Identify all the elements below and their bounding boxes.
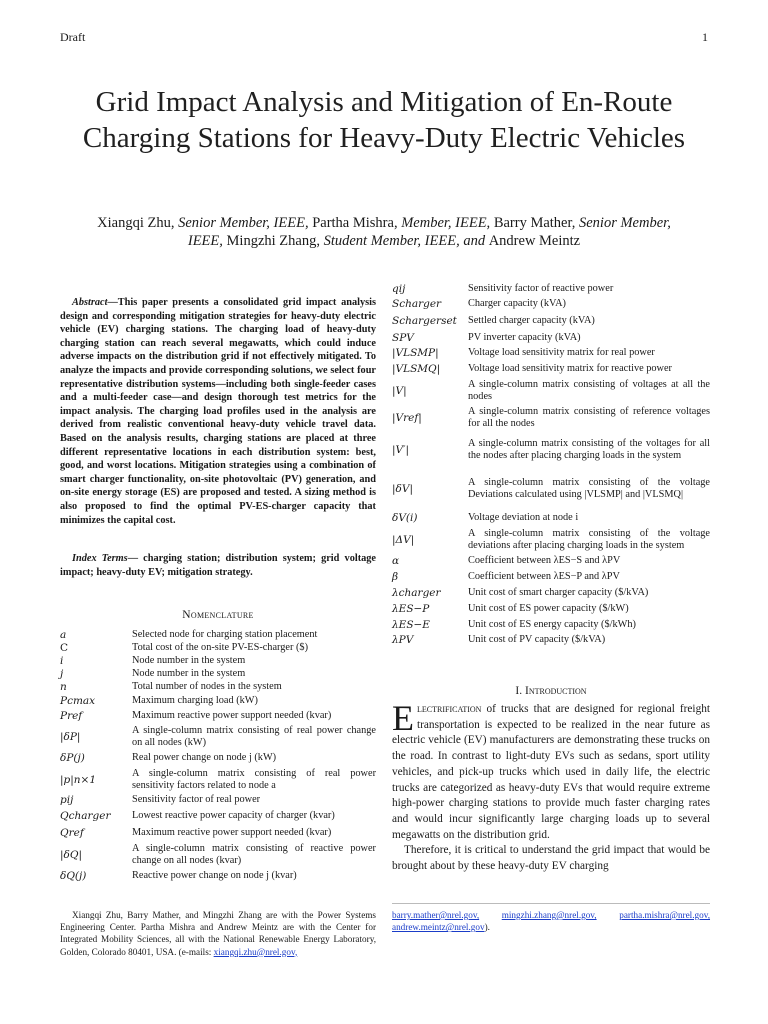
nomenclature-row	[392, 377, 710, 404]
author-affiliation-footnote	[60, 909, 376, 958]
author-name: Partha Mishra,	[312, 215, 402, 231]
index-terms	[60, 552, 376, 579]
email-footnote	[392, 909, 710, 933]
nomenclature-row	[60, 868, 376, 884]
author-name: Andrew Meintz	[488, 233, 581, 249]
nomenclature-row	[392, 509, 710, 527]
nomenclature-symbol: Scharger	[392, 297, 442, 310]
nomenclature-symbol: |VLSMQ|	[392, 363, 441, 375]
abstract-label: Abstract	[72, 297, 108, 308]
nomenclature-symbol: Qcharger	[60, 810, 111, 822]
nomenclature-definition: Lowest reactive power capacity of charger (kvar)	[132, 810, 335, 821]
nomenclature-definition: Sensitivity factor of real power	[132, 794, 261, 805]
nomenclature-symbol: Pref	[60, 709, 83, 722]
intro-paragraph: Therefore, it is critical to understand the grid impact that would be brought about by these heavy-duty EV charging	[392, 844, 710, 873]
email-link[interactable]: andrew.meintz@nrel.gov	[392, 922, 485, 933]
intro-paragraph	[392, 698, 710, 843]
author-name: Xiangqi Zhu,	[97, 215, 179, 231]
email-link[interactable]: mingzhi.zhang@nrel.gov,	[501, 910, 597, 920]
nomenclature-row	[392, 601, 710, 617]
nomenclature-definition: A single-column matrix consisting of voltages at all the nodes	[468, 378, 710, 402]
nomenclature-table-right	[392, 281, 710, 647]
nomenclature-definition: Unit cost of ES power capacity ($/kW)	[468, 603, 629, 614]
nomenclature-definition: A single-column matrix consisting of the voltage deviations after placing charging loads in the system	[468, 528, 710, 551]
nomenclature-row	[60, 793, 376, 807]
nomenclature-symbol: |p|n×1	[60, 773, 97, 786]
nomenclature-definition: A single-column matrix consisting of the voltage Deviations calculated using |VLSMP| and |VLSMQ|	[468, 477, 710, 500]
nomenclature-symbol: λPV	[392, 633, 414, 646]
nomenclature-heading: Nomenclature	[182, 609, 254, 621]
nomenclature-row	[392, 469, 710, 509]
email-link[interactable]: barry.mather@nrel.gov,	[392, 910, 480, 920]
nomenclature-definition: Reactive power change on node j (kvar)	[132, 870, 297, 881]
footnote-divider	[392, 903, 710, 904]
nomenclature-row	[60, 825, 376, 841]
nomenclature-row	[60, 693, 376, 708]
nomenclature-definition: Node number in the system	[132, 654, 246, 666]
nomenclature-symbol: qij	[392, 282, 406, 295]
nomenclature-symbol: |V|	[392, 384, 407, 397]
footnote-end: ).	[484, 922, 490, 933]
nomenclature-row	[392, 585, 710, 601]
nomenclature-row	[392, 632, 710, 647]
nomenclature-symbol: j	[60, 667, 64, 680]
nomenclature-definition: Maximum reactive power support needed (kvar)	[132, 709, 332, 721]
nomenclature-row	[392, 431, 710, 469]
nomenclature-row	[60, 841, 376, 868]
nomenclature-row	[392, 311, 710, 331]
nomenclature-symbol: pij	[60, 794, 74, 806]
nomenclature-row	[60, 766, 376, 793]
nomenclature-symbol: i	[60, 654, 64, 667]
nomenclature-row	[392, 361, 710, 377]
nomenclature-symbol: |δQ|	[60, 848, 83, 861]
abstract	[60, 296, 376, 527]
email-link[interactable]: xiangqi.zhu@nrel.gov,	[213, 946, 298, 957]
drop-cap: E	[392, 698, 414, 738]
nomenclature-definition: A single-column matrix consisting of reference voltages for all the nodes	[468, 405, 710, 429]
nomenclature-symbol: C	[60, 641, 69, 654]
nomenclature-row	[60, 667, 376, 680]
nomenclature-definition: Voltage deviation at node i	[468, 512, 579, 523]
nomenclature-definition: A single-column matrix consisting of the voltages for all the nodes after placing charging loads in the system	[468, 438, 710, 461]
paper-title: Grid Impact Analysis and Mitigation of En-Route Charging Stations for Heavy-Duty Electric Vehicles	[82, 86, 686, 154]
nomenclature-definition: Selected node for charging station placement	[132, 629, 318, 640]
footnote-text: Xiangqi Zhu, Barry Mather, and Mingzhi Zhang are with the Power Systems Engineering Center. Partha Mishra and Andrew Meintz are with the Center for Integrated Mobility Sciences, all with the National Renewable Energy Laboratory, Golden, Colorado 80401, USA. (e-mails:	[60, 910, 376, 957]
nomenclature-table-left	[60, 629, 376, 884]
nomenclature-definition: Unit cost of PV capacity ($/kVA)	[468, 633, 606, 645]
author-role: Member, IEEE,	[401, 215, 494, 231]
nomenclature-definition: Sensitivity factor of reactive power	[468, 282, 614, 294]
section-heading-introduction: I. Introduction	[515, 685, 587, 697]
nomenclature-symbol: |V′|	[392, 444, 410, 456]
page-number: 1	[702, 30, 708, 44]
nomenclature-definition: A single-column matrix consisting of real power change on all nodes (kW)	[132, 724, 376, 748]
nomenclature-definition: Voltage load sensitivity matrix for reactive power	[468, 363, 672, 374]
index-terms-text: — charging station; distribution system; grid voltage impact; heavy-duty EV; mitigation strategy.	[60, 553, 376, 578]
running-header-draft: Draft	[60, 30, 86, 44]
nomenclature-definition: A single-column matrix consisting of real power sensitivity factors related to node a	[132, 767, 376, 791]
nomenclature-definition: Maximum reactive power support needed (kvar)	[132, 827, 332, 838]
nomenclature-row	[60, 641, 376, 654]
nomenclature-definition: Unit cost of ES energy capacity ($/kWh)	[468, 618, 636, 630]
nomenclature-row	[392, 296, 710, 311]
author-name: Mingzhi Zhang,	[226, 233, 324, 249]
nomenclature-row	[392, 569, 710, 585]
nomenclature-row	[392, 553, 710, 569]
nomenclature-symbol: |δV|	[392, 483, 413, 495]
nomenclature-row	[60, 680, 376, 693]
nomenclature-row	[60, 750, 376, 766]
author-role: Student Member, IEEE, and	[323, 233, 489, 249]
nomenclature-symbol: δV(i)	[392, 512, 418, 524]
nomenclature-definition: Real power change on node j (kW)	[132, 752, 277, 763]
nomenclature-symbol: β	[392, 571, 399, 583]
nomenclature-definition: Node number in the system	[132, 667, 246, 679]
nomenclature-symbol: |Vref|	[392, 411, 422, 424]
nomenclature-symbol: Pcmax	[60, 694, 96, 707]
nomenclature-symbol: δQ(j)	[60, 870, 87, 882]
introduction-body	[392, 698, 710, 875]
nomenclature-symbol: λES−E	[392, 618, 430, 631]
author-role: Senior Member, IEEE,	[187, 215, 671, 249]
nomenclature-row	[392, 404, 710, 431]
email-link[interactable]: partha.mishra@nrel.gov,	[619, 910, 711, 920]
nomenclature-symbol: α	[392, 555, 400, 567]
nomenclature-symbol: λES−P	[392, 603, 430, 615]
abstract-dash: —	[107, 297, 118, 308]
nomenclature-definition: Charger capacity (kVA)	[468, 297, 566, 309]
nomenclature-row	[392, 527, 710, 553]
nomenclature-definition: Unit cost of smart charger capacity ($/kVA)	[468, 587, 649, 598]
nomenclature-definition: Settled charger capacity (kVA)	[468, 315, 595, 326]
nomenclature-symbol: Qref	[60, 827, 84, 839]
intro-first-word: lectrification	[417, 703, 482, 715]
nomenclature-definition: Total number of nodes in the system	[132, 680, 282, 692]
nomenclature-definition: Coefficient between λES−P and λPV	[468, 571, 620, 582]
nomenclature-definition: Voltage load sensitivity matrix for real power	[468, 347, 655, 358]
nomenclature-row	[60, 807, 376, 825]
nomenclature-symbol: λcharger	[392, 587, 441, 599]
nomenclature-symbol: |δP|	[60, 730, 81, 743]
nomenclature-definition: Total cost of the on-site PV-ES-charger ($)	[132, 641, 309, 653]
nomenclature-symbol: a	[60, 629, 67, 641]
nomenclature-row	[60, 654, 376, 667]
nomenclature-symbol: |ΔV|	[392, 534, 415, 546]
nomenclature-symbol: δP(j)	[60, 752, 85, 764]
nomenclature-row	[60, 629, 376, 641]
author-list	[92, 214, 676, 250]
nomenclature-symbol: Schargerset	[392, 315, 457, 327]
nomenclature-row	[392, 331, 710, 345]
nomenclature-row	[392, 345, 710, 361]
intro-paragraph-text: of trucks that are designed for regional freight transportation is expected to be realized in the near future as electric vehicle (EV) manufacturers are demonstrating these trucks on the road. In contrast to light-duty EVs such as sedans, sport utility vehicles, and pick-up trucks which used in daily life, the electric trucks are categorized as heavy-duty EVs that would require extreme high-power charging stations to provide much faster charging rates and would incur significantly large charging loads up to several megawatts on the distribution grid.	[392, 703, 710, 841]
nomenclature-definition: Coefficient between λES−S and λPV	[468, 555, 621, 566]
author-role: Senior Member, IEEE,	[178, 215, 313, 231]
index-terms-label: Index Terms	[72, 553, 128, 564]
nomenclature-symbol: SPV	[392, 332, 414, 344]
nomenclature-row	[60, 708, 376, 723]
nomenclature-symbol: |VLSMP|	[392, 347, 439, 359]
nomenclature-definition: Maximum charging load (kW)	[132, 694, 258, 706]
nomenclature-row	[392, 617, 710, 632]
nomenclature-symbol: n	[60, 680, 67, 693]
nomenclature-row	[392, 281, 710, 296]
abstract-text: This paper presents a consolidated grid impact analysis design and corresponding mitigation strategies for heavy-duty electric vehicle (EV) charging stations. The charging load of heavy-duty charging station can reach several megawatts, which could induce adverse impacts on the distribution grid if not effectively mitigated. To analyze the impacts and provide corresponding solutions, we select four representative distribution systems—including both single-feeder cases and a multi-feeder case—and design thorough test metrics for the impact analysis. The charging load profiles used in the analysis are derived from realistic conventional heavy-duty vehicle travel data. Based on the analysis results, charging stations are placed at three different representative locations in each distribution system: best, good, and worst locations. Mitigation strategies using a combination of smart charger functionality, on-site photovoltaic (PV) generation, and on-site energy storage (ES) are proposed and tested. A sizing method is also proposed to find the optimal PV-ES-charger capacity that minimizes the capital cost.	[60, 297, 376, 526]
nomenclature-row	[60, 723, 376, 750]
author-name: Barry Mather,	[493, 215, 579, 231]
nomenclature-definition: A single-column matrix consisting of reactive power change on all nodes (kvar)	[132, 842, 376, 866]
nomenclature-definition: PV inverter capacity (kVA)	[468, 332, 581, 343]
